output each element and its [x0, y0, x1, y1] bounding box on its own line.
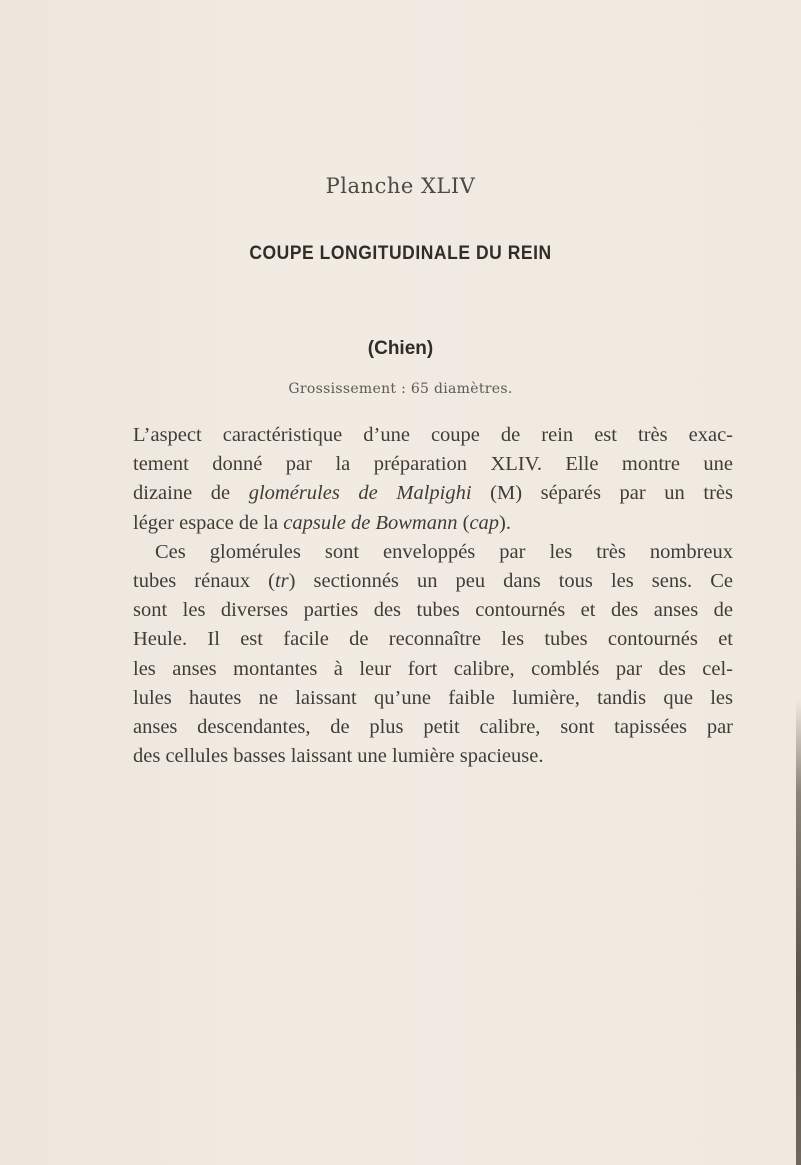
italic-term: tr	[274, 570, 289, 593]
page-subtitle: (Chien)	[367, 338, 434, 359]
text-line: des cellules basses laissant une lumière spacieuse.	[133, 745, 544, 768]
text-run: ) sectionnés un peu dans tous les sens. Ce	[288, 570, 733, 593]
text-run: (	[457, 511, 470, 534]
paragraph-2	[133, 538, 733, 772]
italic-term: glomérules de Malpighi	[248, 482, 472, 505]
text-line	[133, 479, 733, 508]
text-run: tubes rénaux (	[133, 570, 275, 593]
paragraph-1	[133, 421, 733, 538]
text-line	[133, 567, 733, 596]
text-run: (M) séparés par un très	[471, 482, 733, 505]
text-line: lules hautes ne laissant qu’une faible lumière, tandis que les	[133, 686, 733, 709]
italic-term: cap	[469, 511, 500, 534]
text-line: L’aspect caractéristique d’une coupe de rein est très exac-	[133, 424, 733, 446]
magnification-note: Grossissement : 65 diamètres.	[288, 381, 513, 397]
text-line: les anses montantes à leur fort calibre, comblés par des cel-	[133, 657, 733, 680]
text-line	[133, 509, 733, 538]
text-line: Heule. Il est facile de reconnaître les tubes contournés et	[133, 628, 733, 651]
italic-term: capsule de Bowmann	[283, 511, 458, 534]
body-text	[133, 421, 733, 771]
text-line: anses descendantes, de plus petit calibre, sont tapissées par	[133, 716, 733, 739]
text-run: ).	[499, 511, 511, 534]
text-line: tement donné par la préparation XLIV. Elle montre une	[133, 453, 733, 476]
text-run: léger espace de la	[133, 511, 284, 534]
text-run: dizaine de	[133, 482, 249, 505]
page-title: COUPE LONGITUDINALE DU REIN	[249, 243, 552, 264]
text-line: Ces glomérules sont enveloppés par les très nombreux	[155, 540, 733, 563]
text-line: sont les diverses parties des tubes contournés et des anses de	[133, 599, 733, 622]
plate-heading: Planche XLIV	[325, 174, 476, 198]
page-edge-shadow	[796, 700, 801, 1165]
